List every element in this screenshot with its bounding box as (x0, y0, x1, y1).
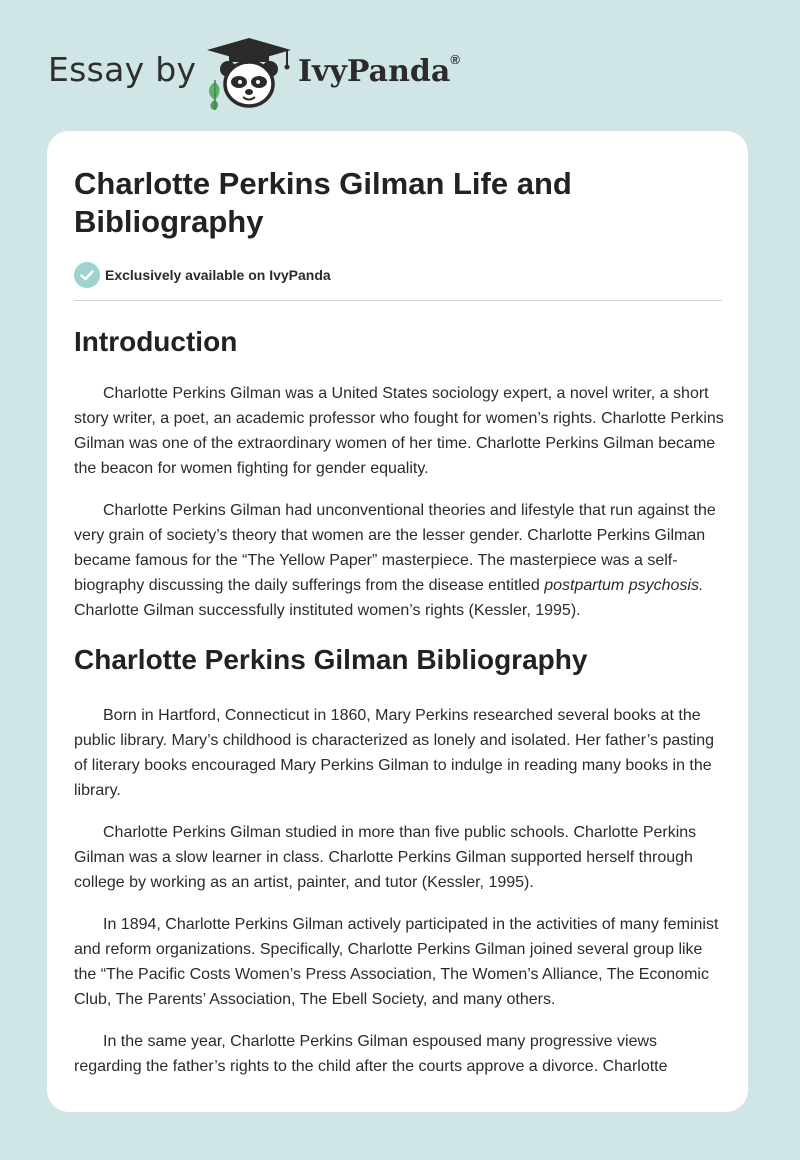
section-heading-bibliography: Charlotte Perkins Gilman Bibliography (74, 644, 588, 675)
essay-content (74, 165, 724, 1079)
title-divider (74, 300, 722, 301)
essay-by-label: Essay by (48, 50, 197, 89)
check-circle-icon (74, 262, 100, 288)
emphasized-term: postpartum psychosis. (544, 577, 704, 594)
registered-mark: ® (450, 52, 460, 67)
paragraph: In 1894, Charlotte Perkins Gilman actively participated in the activities of many feminist and reform organizations. Specifically, Charlotte Perkins Gilman joined several group like the “The Pacific Costs Women’s Press Association, The Women’s Alliance, The Economic Club, The Parents’ Association, The Ebell Society, and many others. (74, 916, 719, 1008)
essay-title: Charlotte Perkins Gilman Life and Bibliography (74, 166, 572, 239)
paragraph: In the same year, Charlotte Perkins Gilman espoused many progressive views regarding the father’s rights to the child after the courts approve a divorce. Charlotte (74, 1033, 668, 1075)
paragraph: Charlotte Perkins Gilman studied in more than five public schools. Charlotte Perkins Gilman was a slow learner in class. Charlotte Perkins Gilman supported herself through college by working as an artist, painter, and tutor (Kessler, 1995). (74, 824, 697, 891)
paragraph: Charlotte Perkins Gilman was a United States sociology expert, a novel writer, a short story writer, a poet, an academic professor who fought for women’s rights. Charlotte Perkins Gilman was one of the extraordinary women of her time. Charlotte Perkins Gilman became the beacon for women fighting for gender equality. (74, 385, 724, 477)
brand-name: IvyPanda (298, 54, 451, 89)
exclusive-label: Exclusively available on IvyPanda (105, 267, 331, 283)
section-heading-introduction: Introduction (74, 326, 238, 357)
exclusive-badge (74, 262, 724, 290)
brand-logo-text[interactable] (298, 54, 460, 89)
essay-card (47, 131, 748, 1112)
paragraph: Born in Hartford, Connecticut in 1860, Mary Perkins researched several books at the public library. Mary’s childhood is characterized as lonely and isolated. Her father’s pasting of literary books encouraged Mary Perkins Gilman to indulge in reading many books in the library. (74, 707, 715, 799)
panda-graduate-icon[interactable] (203, 36, 295, 110)
paragraph-text: Charlotte Gilman successfully instituted women’s rights (Kessler, 1995). (74, 602, 581, 619)
paragraph-text: Charlotte Perkins Gilman had unconventional theories and lifestyle that run against the very grain of society’s theory that women are the lesser gender. Charlotte Perkins Gilman became famous for the “The Yellow Paper” masterpiece. The masterpiece was a self-biography discussing the daily sufferings from the disease entitled (74, 502, 716, 594)
paragraph (74, 498, 724, 623)
site-header (48, 36, 548, 116)
